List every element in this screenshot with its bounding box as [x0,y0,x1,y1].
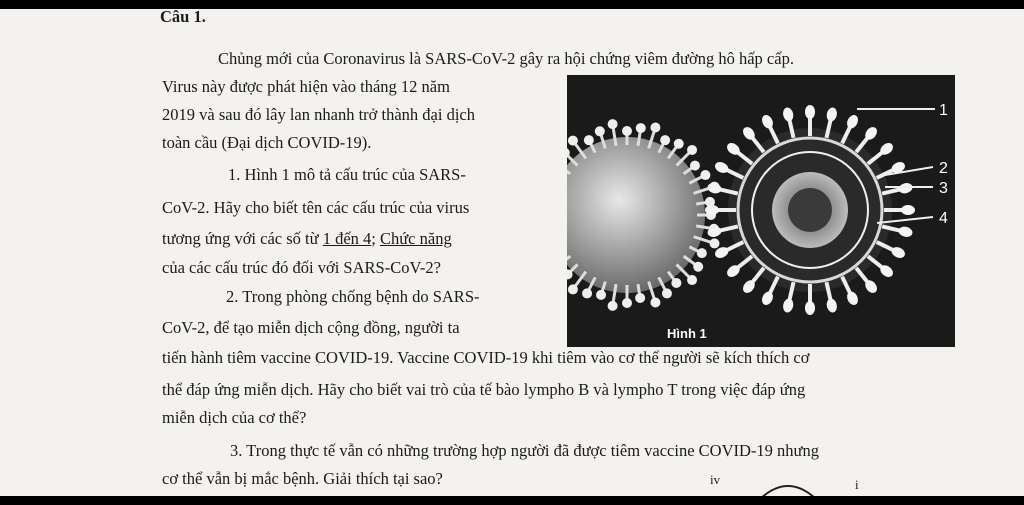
part1-line-3-text: tương ứng với các số từ [162,229,323,248]
spike-head [650,123,660,133]
label-1: 1 [939,102,948,119]
part2-line-3: tiến hành tiêm vaccine COVID-19. Vaccine COVID-19 khi tiêm vào cơ thể người sẽ kích thích cơ [162,348,810,367]
label-2: 2 [939,160,948,177]
part1-separator: ; [371,229,380,248]
part1-line-2: CoV-2. Hãy cho biết tên các cấu trúc của virus [162,198,470,217]
virus-3d-view [567,119,719,311]
part2-line-1: 2. Trong phòng chống bệnh do SARS- [226,287,480,306]
spike-head [697,248,707,258]
spike-head [687,145,697,155]
spike-head [707,182,723,195]
part2-line-2: CoV-2, để tạo miễn dịch cộng đồng, người ta [162,318,460,337]
spike-head [690,161,700,171]
spike-head [760,113,775,130]
spike-head [782,107,795,123]
spike-head [622,126,632,136]
spike-head [890,245,907,260]
bottom-fragment-iv: iv [710,472,721,487]
spike-head [805,301,815,315]
intro-line-1: Chủng mới của Coronavirus là SARS-CoV-2 gây ra hội chứng viêm đường hô hấp cấp. [218,49,794,68]
figure-caption: Hình 1 [667,326,707,341]
spike-head [660,135,670,145]
spike-head [782,298,795,314]
spike-head [713,160,730,175]
spike-head [622,298,632,308]
part1-line-1: 1. Hình 1 mô tả cấu trúc của SARS- [228,165,466,184]
spike-head [636,123,646,133]
spike-head [596,290,606,300]
part1-line-3 [162,231,452,248]
spike-head [898,225,914,238]
spike-head [898,182,914,195]
spike-head [662,288,672,298]
spike-head [700,170,710,180]
spike-head [650,297,660,307]
label-3: 3 [939,180,948,197]
intro-line-2: Virus này được phát hiện vào tháng 12 năm [162,77,450,96]
coronavirus-illustration [567,75,955,347]
spike-head [674,139,684,149]
spike-head [805,105,815,119]
spike-head [693,262,703,272]
spike-head [845,113,860,130]
virus-cross-section [728,128,892,292]
spike-head [901,205,915,215]
part1-function: Chức năng [379,229,452,248]
spike-head [568,284,578,294]
spike-head [595,126,605,136]
part1-line-4: của các cấu trúc đó đối với SARS-CoV-2? [162,258,441,277]
spike-head [582,288,592,298]
spike-head [705,205,719,215]
label-4: 4 [939,210,948,227]
part2-line-5: miễn dịch của cơ thể? [162,408,307,427]
spike-head [584,135,594,145]
virus-figure [567,75,955,347]
document-page [0,9,1024,496]
spike-head [568,136,578,146]
spike-head [687,275,697,285]
part2-line-4: thể đáp ứng miễn dịch. Hãy cho biết vai trò của tế bào lympho B và lympho T trong việc đáp ứng [162,380,806,399]
question-title: Câu 1. [160,9,206,26]
spike-head [760,290,775,307]
part3-line-1: 3. Trong thực tế vẫn có những trường hợp người đã được tiêm vaccine COVID-19 nhưng [230,441,819,460]
intro-line-3: 2019 và sau đó lây lan nhanh trở thành đại dịch [162,105,475,124]
intro-line-4: toàn cầu (Đại dịch COVID-19). [162,133,372,152]
spike-head [608,119,618,129]
spike-head [671,278,681,288]
bottom-fragment-i: i [855,477,859,492]
part3-line-2: cơ thể vẫn bị mắc bệnh. Giải thích tại sao? [162,469,443,488]
spike-head [608,301,618,311]
spike-head [709,238,719,248]
spike-head [825,298,838,314]
spike-head [845,290,860,307]
part1-range: 1 đến 4 [322,229,372,248]
spike-head [635,293,645,303]
spike-head [825,107,838,123]
bottom-sketch-arc [758,479,818,496]
